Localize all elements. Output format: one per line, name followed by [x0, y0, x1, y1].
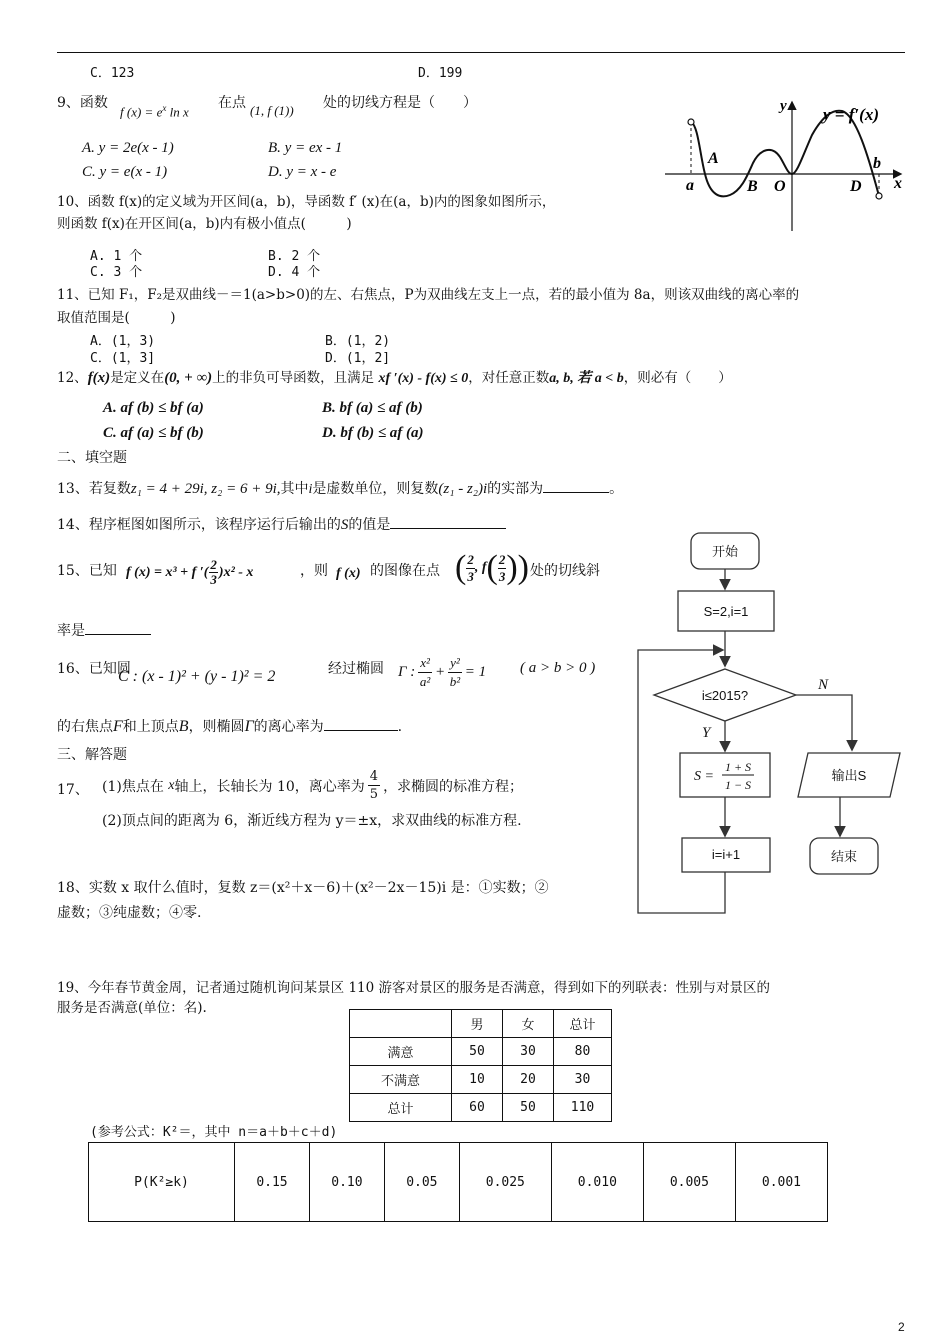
table-cell: 50	[503, 1094, 554, 1122]
table-cell: 20	[503, 1066, 554, 1094]
q9-tail: 处的切线方程是（ ）	[323, 95, 477, 111]
option-d: D．199	[418, 66, 463, 81]
option-c: C．123	[90, 66, 135, 81]
graph-title: y = f′(x)	[823, 105, 879, 124]
q10-option-a: A. 1 个	[90, 249, 143, 264]
label-D: D	[850, 178, 862, 195]
q15-mid2: 的图像在点	[370, 563, 440, 579]
q12-option-c: C. af (a) ≤ bf (b)	[103, 425, 204, 441]
q17-part1: (1)焦点在 x 轴上，长轴长为 10，离心率为 4 5 ，求椭圆的标准方程；	[102, 769, 524, 802]
table-cell: P(K²≥k)	[89, 1143, 235, 1222]
q14-answer-blank[interactable]	[390, 514, 506, 529]
q10-line1: 10、函数 f(x)的定义域为开区间(a，b)，导函数 f′ (x)在(a，b)内的图象如图所示，	[57, 194, 556, 210]
q19-line1: 19、今年春节黄金周，记者通过随机询问某景区 110 游客对景区的服务是否满意，得到如下的列联表：性别与对景区的	[57, 980, 771, 996]
assign-left: S =	[694, 769, 714, 784]
table-row	[89, 1143, 828, 1222]
derivative-graph	[660, 95, 910, 235]
q15-point: ( 2 3 , f ( 2 3 ) )	[455, 549, 529, 586]
table-cell: 女	[503, 1010, 554, 1038]
q11-line1: 11、已知 F₁，F₂是双曲线－＝1(a>b>0)的左、右焦点，P为双曲线左支上一点，若的最小值为 8a，则该双曲线的离心率的	[57, 287, 800, 303]
yes-label: Y	[702, 725, 711, 741]
table-cell: 60	[452, 1094, 503, 1122]
table-row	[350, 1094, 612, 1122]
table-cell: 满意	[350, 1038, 452, 1066]
q11-option-b: B．(1，2)	[325, 334, 391, 349]
q15-func: f (x) = x³ + f ′( 2 3 )x² - x	[126, 557, 254, 587]
q12-option-a: A. af (b) ≤ bf (a)	[103, 400, 204, 416]
q13: 13、若复数z₁ = 4 + 29i, z₂ = 6 + 9i,其中i是虚数单位，则复数(z₁ - z₂)i的实部为 。	[57, 478, 623, 498]
page-number: 2	[898, 1320, 905, 1334]
q9-stem	[57, 92, 108, 112]
table-cell: 0.10	[309, 1143, 384, 1222]
q16-cond: ( a > b > 0 )	[520, 660, 596, 676]
table-cell: 0.05	[384, 1143, 459, 1222]
q15-line2: 率是	[57, 620, 151, 640]
start-label: 开始	[711, 544, 739, 559]
q9-intro: 9、函数	[57, 95, 108, 111]
q19-formula: (参考公式：K²＝，其中 n＝a＋b＋c＋d)	[90, 1125, 338, 1140]
table-cell: 30	[503, 1038, 554, 1066]
table-cell: 50	[452, 1038, 503, 1066]
q16-ellipse: Γ : x² a² + $\frac{\text{y²}}{\text{b²}}$ = 1	[398, 655, 487, 689]
q9-option-d: D. y = x - e	[268, 164, 337, 180]
q12-option-d: D. bf (b) ≤ af (a)	[322, 425, 424, 441]
table-cell: 0.010	[551, 1143, 643, 1222]
flowchart	[630, 525, 930, 920]
q16-answer-blank[interactable]	[324, 716, 398, 731]
label-O: O	[774, 178, 786, 195]
assign-num: 1 + S	[724, 760, 752, 774]
q15-answer-blank[interactable]	[85, 620, 151, 635]
q16-mid: 经过椭圆	[328, 661, 384, 677]
table-cell: 不满意	[350, 1066, 452, 1094]
q19-line2: 服务是否满意(单位：名).	[57, 1000, 207, 1016]
q13-answer-blank[interactable]	[543, 478, 609, 493]
q10-option-d: D. 4 个	[268, 265, 321, 280]
incr-label: i=i+1	[711, 847, 741, 862]
q15-fx: f (x)	[336, 566, 361, 581]
label-b: b	[873, 155, 881, 172]
table-cell: 30	[554, 1066, 612, 1094]
table-cell: 总计	[350, 1094, 452, 1122]
table-cell: 0.005	[643, 1143, 735, 1222]
q11-option-a: A．(1，3)	[90, 334, 156, 349]
table-header-row	[350, 1010, 612, 1038]
table-cell: 10	[452, 1066, 503, 1094]
q9-point: (1, f (1))	[250, 103, 294, 118]
label-B: B	[747, 178, 758, 195]
q11-option-d: D．(1，2]	[325, 351, 391, 366]
contingency-table	[349, 1009, 612, 1122]
no-label: N	[818, 677, 829, 693]
q9-func: f $(x) = e^x$ ln x	[120, 103, 189, 120]
q12-stem: 12、f(x)是定义在(0, + ∞)上的非负可导函数，且满足 xf ′(x) - f(x) ≤ 0，对任意正数a, b, 若 a < b，则必有（ ）	[57, 370, 732, 386]
q9-option-c: C. y = e(x - 1)	[82, 164, 168, 180]
table-cell: 总计	[554, 1010, 612, 1038]
table-cell: 110	[554, 1094, 612, 1122]
table-row	[350, 1038, 612, 1066]
table-cell: 0.025	[459, 1143, 551, 1222]
table-cell	[350, 1010, 452, 1038]
table-cell: 男	[452, 1010, 503, 1038]
q18-line1: 18、实数 x 取什么值时，复数 z＝(x²＋x－6)＋(x²－2x－15)i 是：①实数；②	[57, 880, 549, 896]
endpoint-b	[876, 193, 882, 199]
q10-option-c: C. 3 个	[90, 265, 143, 280]
q15-mid: ，则	[300, 563, 328, 579]
table-row	[350, 1066, 612, 1094]
decision-label: i≤2015?	[701, 688, 749, 703]
q15-tail: 处的切线斜	[530, 563, 600, 579]
q17-part2: (2)顶点间的距离为 6，渐近线方程为 y＝±x，求双曲线的标准方程.	[102, 813, 522, 829]
q9-option-a: A. y = 2e(x - 1)	[82, 140, 174, 156]
q10-line2: 则函数 f(x)在开区间(a，b)内有极小值点( )	[57, 216, 352, 232]
table-cell: 80	[554, 1038, 612, 1066]
section-solutions: 三、解答题	[57, 747, 127, 763]
section-fill-in: 二、填空题	[57, 450, 127, 466]
q18-line2: 虚数；③纯虚数；④零.	[57, 905, 202, 921]
assign-den: 1 − S	[724, 778, 752, 792]
q11-option-c: C．(1，3]	[90, 351, 156, 366]
label-y: y	[780, 98, 787, 114]
critical-value-table	[88, 1142, 828, 1222]
q16-pre: 16、已知圆	[57, 661, 131, 677]
top-rule	[57, 52, 905, 53]
q11-line2: 取值范围是( )	[57, 310, 176, 326]
end-label: 结束	[830, 849, 858, 864]
table-cell: 0.001	[735, 1143, 827, 1222]
q16-circle: C : (x - 1)² + (y - 1)² = 2	[118, 668, 276, 685]
table-cell: 0.15	[235, 1143, 310, 1222]
q12-option-b: B. bf (a) ≤ af (b)	[322, 400, 423, 416]
output-label: 输出S	[831, 768, 867, 783]
label-a: a	[686, 177, 694, 194]
q17-num: 17、	[57, 782, 89, 798]
q9-mid: 在点	[218, 95, 246, 111]
q16-line2: 的右焦点F和上顶点B，则椭圆Γ的离心率为 .	[57, 718, 403, 735]
endpoint-a	[688, 119, 694, 125]
q15-pre: 15、已知	[57, 563, 117, 579]
init-label: S=2,i=1	[703, 604, 749, 619]
q14: 14、程序框图如图所示，该程序运行后输出的S的值是	[57, 514, 506, 534]
q9-option-b: B. y = ex - 1	[268, 140, 343, 156]
label-A: A	[708, 150, 719, 167]
q10-option-b: B. 2 个	[268, 249, 321, 264]
label-x: x	[894, 175, 902, 192]
